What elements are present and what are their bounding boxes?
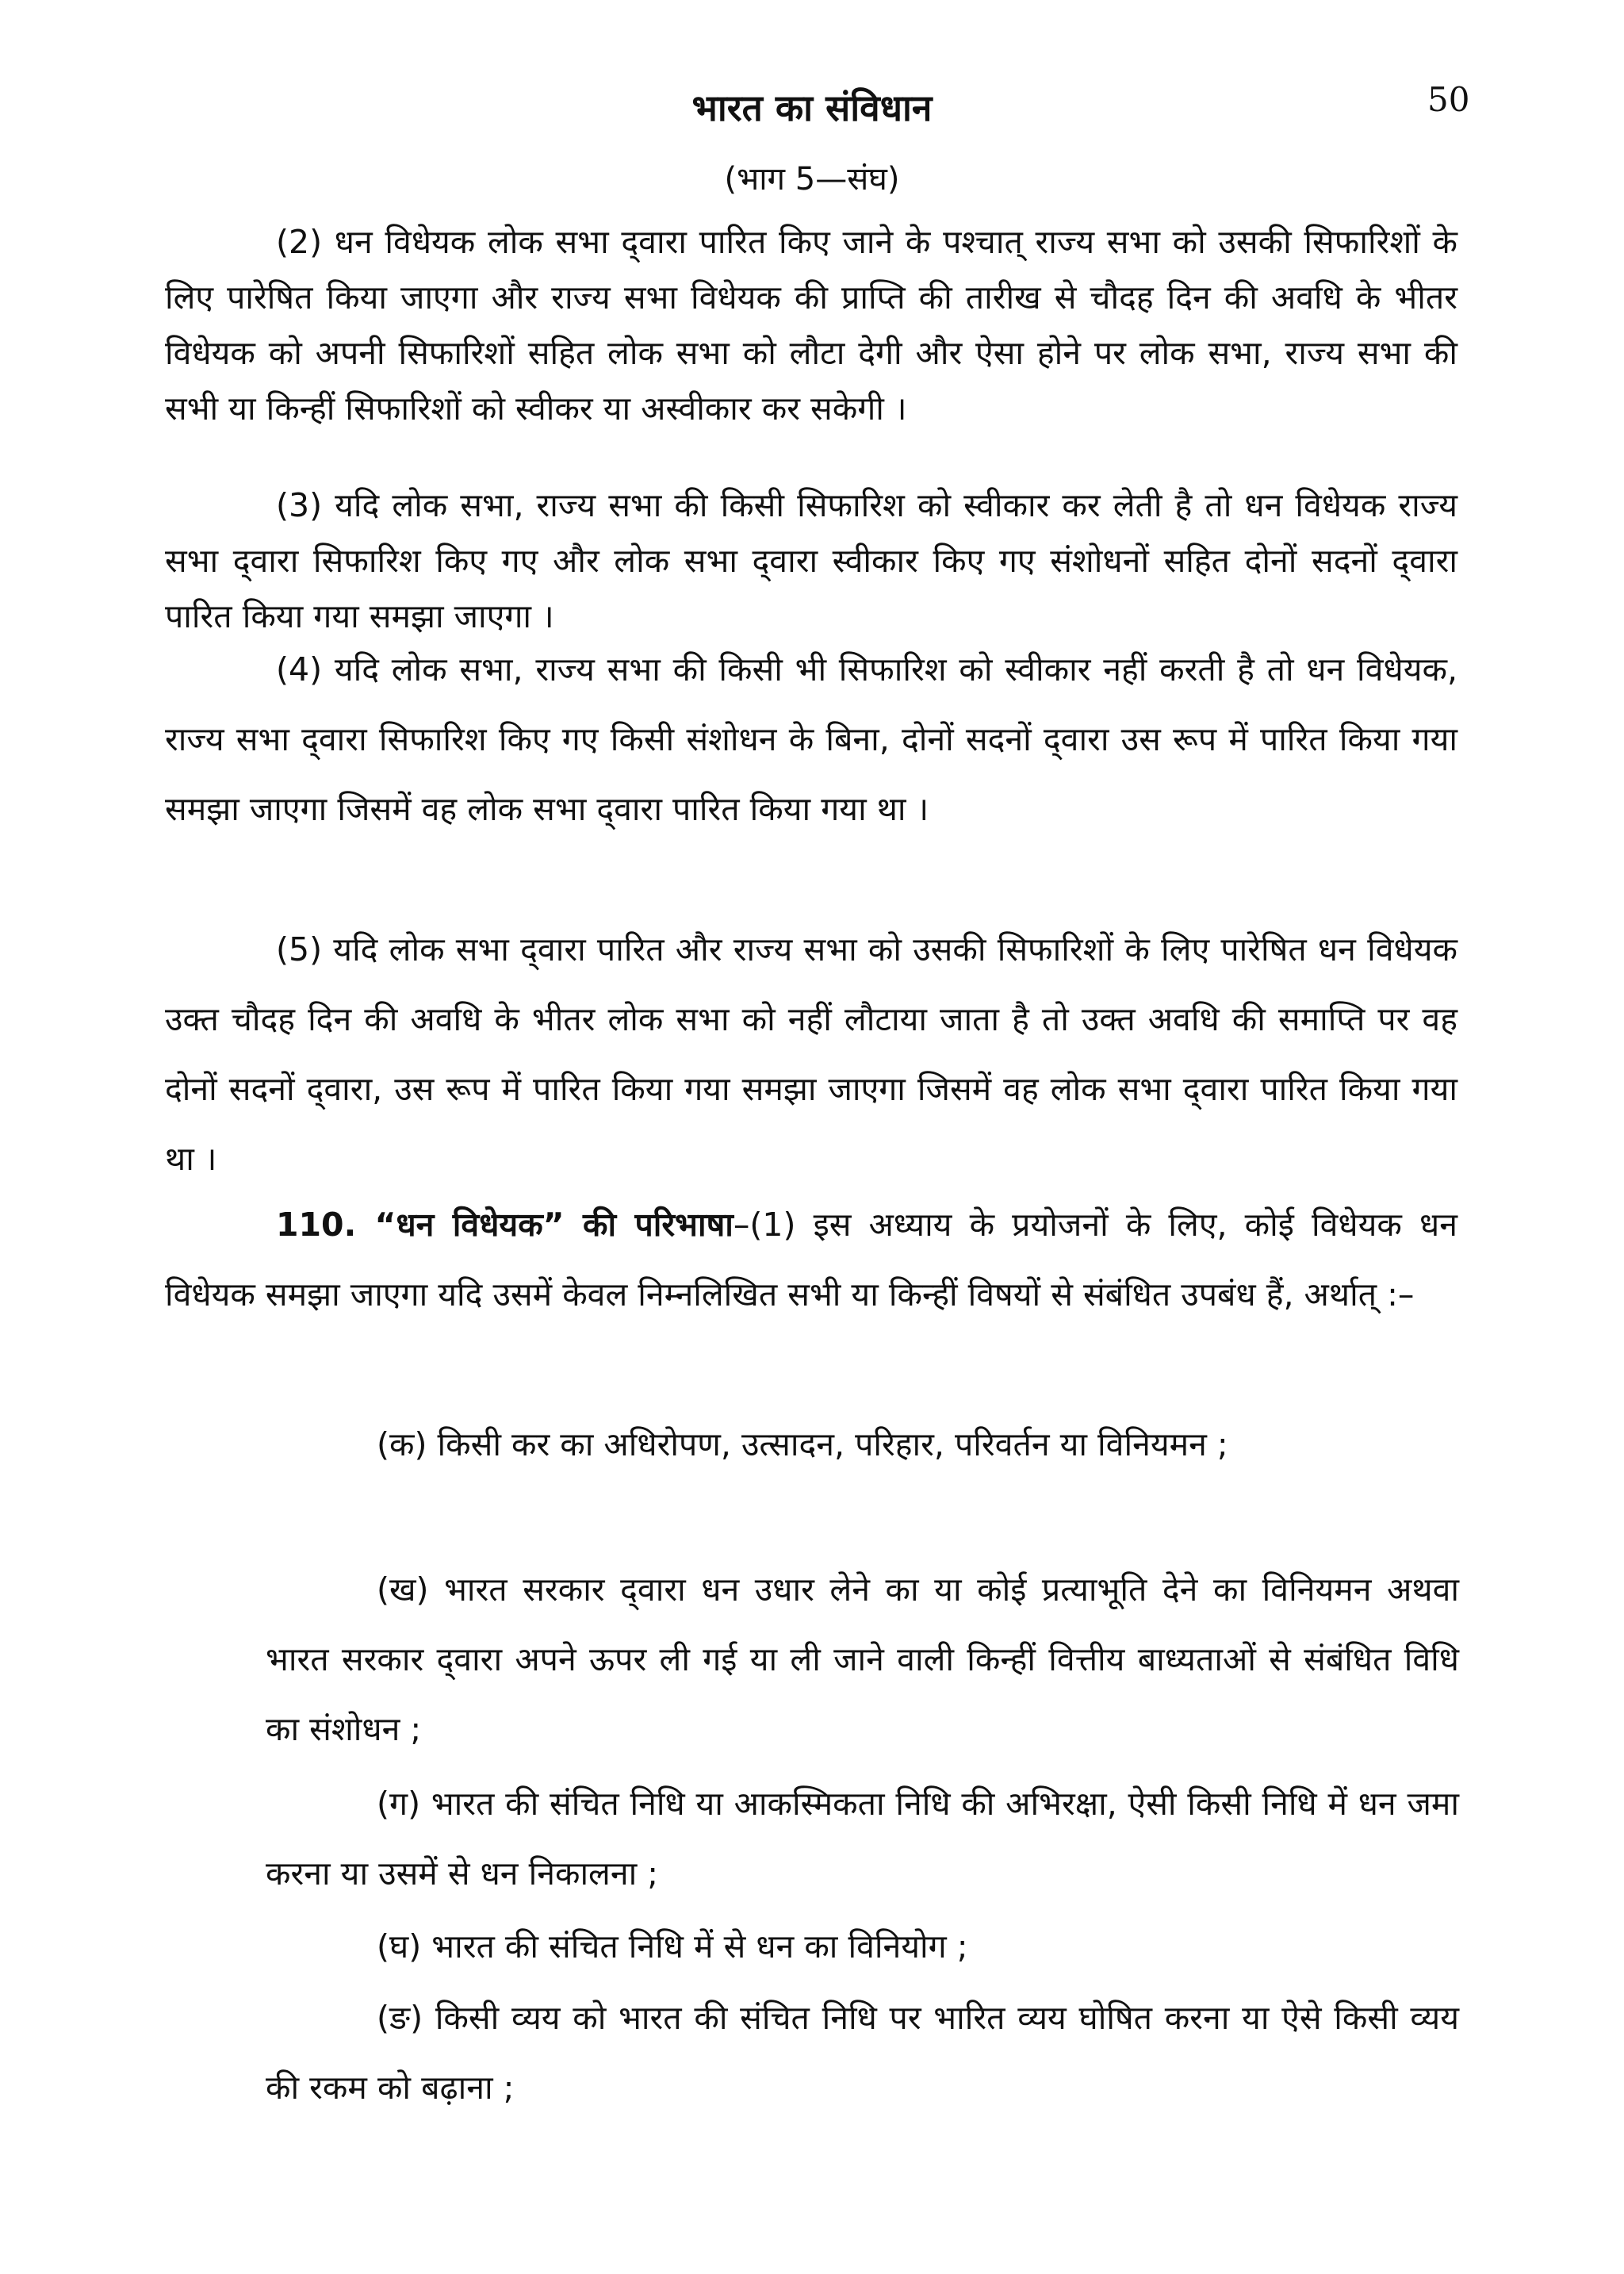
article-110-text: –(1) इस अध्याय के प्रयोजनों के लिए, कोई विधेयक धन विधेयक समझा जाएगा यदि उसमें केवल निम्नलिखित सभी या किन्हीं विषयों से संबंधित उपबंध हैं, अर्थात्‌ :–	[165, 1206, 1457, 1313]
clause-gha: (घ) भारत की संचित निधि में से धन का विनियोग ;	[377, 1927, 968, 1965]
paragraph-4: (4) यदि लोक सभा, राज्य सभा की किसी भी सिफारिश को स्वीकार नहीं करती है तो धन विधेयक, राज्य सभा द्‌वारा सिफारिश किए गए किसी संशोधन के बिना, दोनों सदनों द्‌वारा उस रूप में पारित किया गया समझा जाएगा जिसमें वह लोक सभा द्‌वारा पारित किया गया था ।	[165, 650, 1457, 828]
article-110-heading: 110. “धन विधेयक” की परिभाषा	[276, 1206, 733, 1244]
paragraph-2: (2) धन विधेयक लोक सभा द्‌वारा पारित किए जाने के पश्चात्‌ राज्य सभा को उसकी सिफारिशों के लिए पारेषित किया जाएगा और राज्य सभा विधेयक की प्राप्ति की तारीख से चौदह दिन की अवधि के भीतर विधेयक को अपनी सिफारिशों सहित लोक सभा को लौटा देगी और ऐसा होने पर लोक सभा, राज्य सभा की सभी या किन्हीं सिफारिशों को स्वीकर या अस्वीकार कर सकेगी ।	[165, 223, 1457, 428]
page-title: भारत का संविधान	[691, 86, 933, 129]
clause-ka: (क) किसी कर का अधिरोपण, उत्सादन, परिहार, परिवर्तन या विनियमन ;	[377, 1425, 1228, 1463]
clause-ga: (ग) भारत की संचित निधि या आकस्मिकता निधि की अभिरक्षा, ऐसी किसी निधि में धन जमा करना या उसमें से धन निकालना ;	[266, 1785, 1459, 1892]
clause-kha: (ख) भारत सरकार द्‌वारा धन उधार लेने का या कोई प्रत्याभूति देने का विनियमन अथवा भारत सरकार द्‌वारा अपने ऊपर ली गई या ली जाने वाली किन्हीं वित्तीय बाध्यताओं से संबंधित विधि का संशोधन ;	[266, 1570, 1459, 1748]
paragraph-5: (5) यदि लोक सभा द्‌वारा पारित और राज्य सभा को उसकी सिफारिशों के लिए पारेषित धन विधेयक उक्त चौदह दिन की अवधि के भीतर लोक सभा को नहीं लौटाया जाता है तो उक्त अवधि की समाप्ति पर वह दोनों सदनों द्‌वारा, उस रूप में पारित किया गया समझा जाएगा जिसमें वह लोक सभा द्‌वारा पारित किया गया था ।	[165, 930, 1457, 1178]
article-110-paragraph	[165, 1190, 1457, 1329]
clause-nga: (ङ) किसी व्यय को भारत की संचित निधि पर भारित व्यय घोषित करना या ऐसे किसी व्यय की रकम को बढ़ाना ;	[266, 1999, 1459, 2107]
paragraph-3: (3) यदि लोक सभा, राज्य सभा की किसी सिफारिश को स्वीकार कर लेती है तो धन विधेयक राज्य सभा द्‌वारा सिफारिश किए गए और लोक सभा द्‌वारा स्वीकार किए गए संशोधनों सहित दोनों सदनों द्‌वारा पारित किया गया समझा जाएगा ।	[165, 486, 1457, 635]
page-number: 50	[1427, 80, 1470, 119]
page-subtitle: (भाग 5—संघ)	[724, 161, 900, 197]
